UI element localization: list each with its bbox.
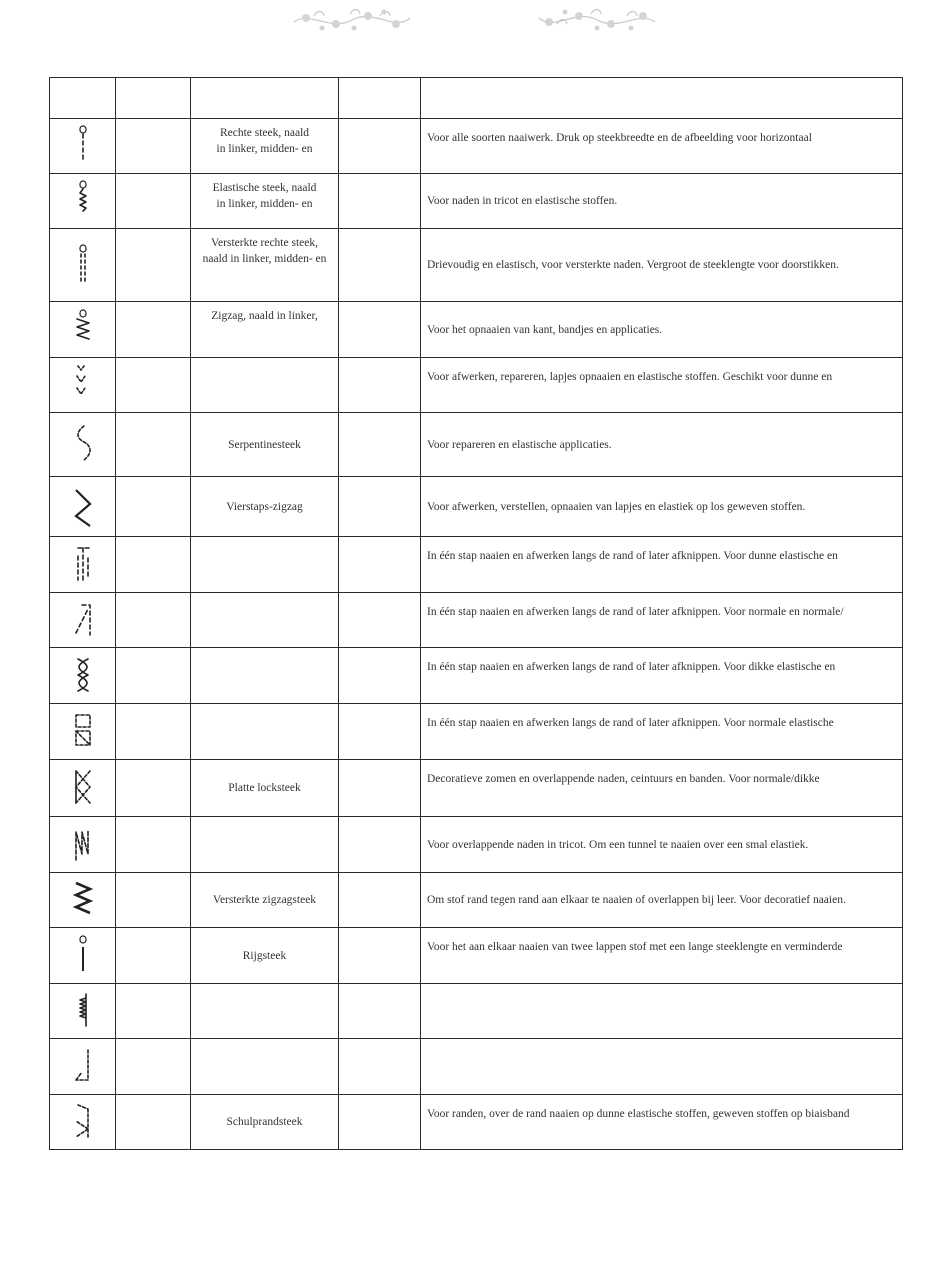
stitch-description-cell: Voor afwerken, verstellen, opnaaien van lapjes en elastiek op los geweven stoffen. (421, 477, 903, 537)
presser-foot-cell (339, 302, 421, 358)
stitch-number-cell (116, 1039, 191, 1095)
stitch-number-cell (116, 648, 191, 704)
presser-foot-cell (339, 1039, 421, 1095)
stitch-icon-cell (50, 873, 116, 928)
stitch-icon-cell (50, 174, 116, 229)
reinforced-straight-stitch-icon (72, 244, 94, 286)
table-row (50, 1039, 903, 1095)
stitch-icon-cell (50, 593, 116, 648)
four-step-zigzag-icon (72, 486, 94, 528)
stitch-description-cell: Voor repareren en elastische applicaties. (421, 413, 903, 477)
stitch-icon-cell (50, 648, 116, 704)
stitch-number-cell (116, 760, 191, 817)
table-row (50, 817, 903, 873)
table-row (50, 413, 903, 477)
stitch-name-cell (191, 648, 339, 704)
stitch-description-cell: Decoratieve zomen en overlappende naden, ceintuurs en banden. Voor normale/dikke (421, 760, 903, 817)
blind-hem-icon (72, 1046, 94, 1088)
stitch-icon-cell (50, 760, 116, 817)
table-row (50, 1095, 903, 1150)
stitch-description-cell: In één stap naaien en afwerken langs de rand of later afknippen. Voor normale en normale/ (421, 593, 903, 648)
presser-foot-cell (339, 984, 421, 1039)
header-cell (421, 78, 903, 119)
double-overlock-icon (72, 655, 94, 697)
stitch-number-cell (116, 358, 191, 413)
stitch-icon-cell (50, 817, 116, 873)
stitch-name-cell: Serpentinesteek (191, 413, 339, 477)
table-row (50, 229, 903, 302)
stitch-name-cell (191, 704, 339, 760)
stitch-name-cell (191, 817, 339, 873)
stitch-number-cell (116, 984, 191, 1039)
stitch-name-cell: Schulprandsteek (191, 1095, 339, 1150)
stitch-name-cell: Rijgsteek (191, 928, 339, 984)
stitch-icon-cell (50, 928, 116, 984)
stitch-name-cell: Zigzag, naald in linker, (191, 302, 339, 358)
stitch-icon-cell (50, 704, 116, 760)
overlock-diagonal-icon (72, 599, 94, 641)
stitch-description-cell (421, 984, 903, 1039)
stitch-number-cell (116, 477, 191, 537)
table-row (50, 704, 903, 760)
stitch-description-cell: Voor afwerken, repareren, lapjes opnaaien en elastische stoffen. Geschikt voor dunne en (421, 358, 903, 413)
stitch-number-cell (116, 174, 191, 229)
stitch-number-cell (116, 873, 191, 928)
stitch-number-cell (116, 302, 191, 358)
presser-foot-cell (339, 593, 421, 648)
stitch-description-cell: In één stap naaien en afwerken langs de rand of later afknippen. Voor dunne elastische en (421, 537, 903, 593)
stitch-description-cell: Om stof rand tegen rand aan elkaar te naaien of overlappen bij leer. Voor decoratief naaien. (421, 873, 903, 928)
header-cell (339, 78, 421, 119)
stitch-number-cell (116, 928, 191, 984)
stitch-description-cell: Voor het opnaaien van kant, bandjes en applicaties. (421, 302, 903, 358)
stitch-name-cell: Versterkte zigzagsteek (191, 873, 339, 928)
stitch-name-cell (191, 358, 339, 413)
presser-foot-cell (339, 873, 421, 928)
stitch-name-cell (191, 984, 339, 1039)
presser-foot-cell (339, 1095, 421, 1150)
stitch-number-cell (116, 1095, 191, 1150)
table-row (50, 760, 903, 817)
stitch-number-cell (116, 593, 191, 648)
table-row (50, 593, 903, 648)
stitch-icon-cell (50, 1039, 116, 1095)
stitch-name-cell (191, 537, 339, 593)
floral-ornament-right (535, 4, 659, 36)
presser-foot-cell (339, 119, 421, 174)
straight-stitch-icon (72, 125, 94, 167)
stitch-icon-cell (50, 1095, 116, 1150)
stitch-description-cell: Voor het aan elkaar naaien van twee lappen stof met een lange steeklengte en verminderde (421, 928, 903, 984)
flatlock-stitch-icon (72, 767, 94, 809)
stitch-number-cell (116, 817, 191, 873)
stitch-name-cell: Versterkte rechte steek, naald in linker, midden- en (191, 229, 339, 302)
stitch-icon-cell (50, 984, 116, 1039)
stitch-name-cell (191, 1039, 339, 1095)
blind-hem-stretch-icon (72, 990, 94, 1032)
presser-foot-cell (339, 760, 421, 817)
stitch-description-cell: In één stap naaien en afwerken langs de rand of later afknippen. Voor normale elastische (421, 704, 903, 760)
header-cell (50, 78, 116, 119)
table-row (50, 648, 903, 704)
serpentine-stitch-icon (72, 424, 94, 466)
stitch-name-cell (191, 593, 339, 648)
stitch-description-cell: Drievoudig en elastisch, voor versterkte naden. Vergroot de steeklengte voor doorstikken. (421, 229, 903, 302)
presser-foot-cell (339, 704, 421, 760)
stitch-description-cell: Voor randen, over de rand naaien op dunne elastische stoffen, geweven stoffen op biaisband (421, 1095, 903, 1150)
presser-foot-cell (339, 358, 421, 413)
stitch-number-cell (116, 413, 191, 477)
table-row (50, 477, 903, 537)
stitch-name-cell: Elastische steek, naald in linker, midden- en (191, 174, 339, 229)
presser-foot-cell (339, 174, 421, 229)
header-cell (116, 78, 191, 119)
table-row (50, 302, 903, 358)
box-overlock-icon (72, 711, 94, 753)
three-step-zigzag-icon (72, 364, 94, 406)
stitch-number-cell (116, 537, 191, 593)
stretch-stitch-icon (72, 180, 94, 222)
presser-foot-cell (339, 648, 421, 704)
presser-foot-cell (339, 477, 421, 537)
stitch-name-cell: Rechte steek, naald in linker, midden- en (191, 119, 339, 174)
tunnel-stitch-icon (72, 824, 94, 866)
table-row (50, 984, 903, 1039)
basting-stitch-icon (72, 935, 94, 977)
reinforced-zigzag-icon (72, 879, 94, 921)
presser-foot-cell (339, 817, 421, 873)
presser-foot-cell (339, 928, 421, 984)
stitch-description-cell: In één stap naaien en afwerken langs de rand of later afknippen. Voor dikke elastische en (421, 648, 903, 704)
stitch-description-cell: Voor overlappende naden in tricot. Om een tunnel te naaien over een smal elastiek. (421, 817, 903, 873)
stitch-number-cell (116, 229, 191, 302)
table-row (50, 358, 903, 413)
stitch-description-cell: Voor alle soorten naaiwerk. Druk op steekbreedte en de afbeelding voor horizontaal (421, 119, 903, 174)
table-row (50, 119, 903, 174)
table-header-row (50, 78, 903, 119)
table-row (50, 537, 903, 593)
stitch-icon-cell (50, 537, 116, 593)
header-cell (191, 78, 339, 119)
stitch-table (49, 77, 903, 1150)
presser-foot-cell (339, 229, 421, 302)
presser-foot-cell (339, 537, 421, 593)
overlock-stitch-icon (72, 544, 94, 586)
stitch-icon-cell (50, 302, 116, 358)
zigzag-stitch-icon (72, 309, 94, 351)
stitch-icon-cell (50, 477, 116, 537)
stitch-description-cell: Voor naden in tricot en elastische stoffen. (421, 174, 903, 229)
stitch-name-cell: Vierstaps-zigzag (191, 477, 339, 537)
presser-foot-cell (339, 413, 421, 477)
stitch-number-cell (116, 119, 191, 174)
stitch-icon-cell (50, 119, 116, 174)
table-row (50, 174, 903, 229)
stitch-icon-cell (50, 229, 116, 302)
stitch-name-cell: Platte locksteek (191, 760, 339, 817)
stitch-icon-cell (50, 413, 116, 477)
shell-tuck-stitch-icon (72, 1101, 94, 1143)
table-row (50, 928, 903, 984)
table-row (50, 873, 903, 928)
stitch-icon-cell (50, 358, 116, 413)
floral-ornament-left (290, 4, 414, 36)
stitch-number-cell (116, 704, 191, 760)
stitch-description-cell (421, 1039, 903, 1095)
